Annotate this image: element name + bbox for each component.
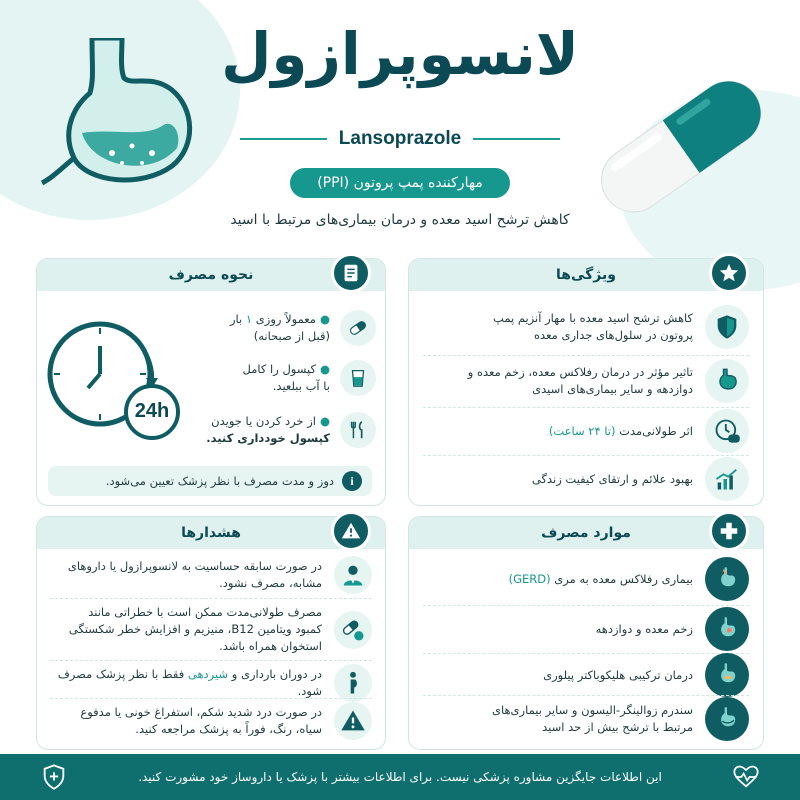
warning-icon <box>334 702 372 740</box>
dosage-note-text: دوز و مدت مصرف با نظر پزشک تعیین می‌شود. <box>105 474 334 488</box>
indication-text: سندرم زوالینگر-الیسون و سایر بیماری‌های مرتبط با ترشح بیش از حد اسید <box>491 703 693 734</box>
divider <box>240 138 327 140</box>
usage-text-line: با آب ببلعید. <box>272 379 330 393</box>
heartbeat-icon <box>732 763 760 791</box>
divider <box>423 695 749 696</box>
indications-card <box>408 516 764 750</box>
divider <box>50 698 372 699</box>
star-icon <box>709 253 749 293</box>
feature-text-highlight: (تا ۲۴ ساعت) <box>548 423 616 438</box>
features-title: ویژگی‌ها <box>409 259 763 291</box>
warning-item <box>50 556 372 594</box>
divider <box>423 605 749 606</box>
shield-icon <box>705 305 749 349</box>
stomach-acid-icon <box>705 697 749 741</box>
cutlery-icon <box>340 412 376 448</box>
feature-item <box>423 409 749 453</box>
usage-item <box>206 310 376 346</box>
indication-item <box>423 697 749 741</box>
clock-24h-icon <box>705 409 749 453</box>
features-card <box>408 258 764 506</box>
shield-cross-icon <box>40 763 68 791</box>
indication-item <box>423 557 749 601</box>
feature-text: کاهش ترشح اسید معده با مهار آنزیم پمپ پروتون در سلول‌های جداری معده <box>493 311 693 342</box>
warning-text: مصرف طولانی‌مدت ممکن است با خطراتی مانند کمبود ویتامین B12، منیزیم و افزایش خطر شکستگی استخوان همراه باشد. <box>68 605 322 653</box>
warning-text <box>50 666 322 700</box>
medical-cross-icon <box>709 511 749 551</box>
clock-24h-label: 24h <box>134 400 170 422</box>
pregnant-icon <box>334 664 372 702</box>
warning-text-highlight: شیردهی <box>187 667 229 681</box>
warning-text: در صورت سابقه حساسیت به لانسوپرازول یا داروهای مشابه، مصرف نشود. <box>67 559 322 590</box>
capsule-icon <box>340 310 376 346</box>
warnings-title: هشدارها <box>37 517 385 549</box>
footer-disclaimer <box>0 754 800 800</box>
indication-text-highlight: (GERD) <box>508 571 551 586</box>
feature-text: تاثیر مؤثر در درمان رفلاکس معده، زخم معده و دوازدهه و سایر بیماری‌های اسیدی <box>467 365 693 396</box>
indication-item <box>423 653 749 697</box>
feature-item <box>423 305 749 349</box>
divider <box>473 138 560 140</box>
info-icon: i <box>342 471 362 491</box>
capsule-illustration <box>580 60 780 230</box>
water-glass-icon <box>340 360 376 396</box>
usage-title: نحوه مصرف <box>37 259 385 291</box>
english-title-row <box>240 128 560 150</box>
stomach-illustration <box>32 38 212 198</box>
usage-text-line: از خرد کردن یا جویدن <box>211 414 316 428</box>
stomach-icon <box>705 359 749 403</box>
usage-text-line: (قبل از صبحانه) <box>253 329 330 343</box>
page-title: لانسوپرازول <box>221 20 579 88</box>
stomach-esophagus-icon <box>705 557 749 601</box>
warning-item <box>50 702 372 740</box>
footer-text: این اطلاعات جایگزین مشاوره پزشکی نیست. برای اطلاعات بیشتر با پزشک یا داروساز خود مشورت کنید. <box>138 770 662 784</box>
h-pylori-icon <box>705 653 749 697</box>
usage-text-highlight: ۱ <box>245 312 253 326</box>
indication-text: زخم معده و دوازدهه <box>595 621 693 636</box>
feature-item <box>423 359 749 403</box>
usage-item <box>206 360 376 396</box>
stomach-ulcer-icon <box>705 607 749 651</box>
drug-class-badge: مهارکننده پمپ پروتون (PPI) <box>290 168 510 198</box>
warning-text-main: فقط با نظر پزشک مصرف شود. <box>57 667 322 698</box>
warning-triangle-icon <box>331 511 371 551</box>
feature-text: بهبود علائم و ارتقای کیفیت زندگی <box>531 471 693 486</box>
clock-24h-illustration <box>40 312 190 462</box>
indication-text <box>509 571 693 588</box>
indication-text-main: بیماری رفلاکس معده به مری <box>554 571 693 586</box>
warning-item <box>50 604 372 655</box>
usage-text: ●معمولاً روزی ۱ بار (قبل از صبحانه) <box>230 312 330 343</box>
feature-text <box>549 423 693 440</box>
checklist-icon <box>331 253 371 293</box>
feature-text-main: اثر طولانی‌مدت <box>619 423 693 438</box>
indication-item <box>423 607 749 651</box>
dosage-note <box>48 466 372 496</box>
usage-text-line: کپسول خودداری کنید. <box>206 431 330 445</box>
subtitle: کاهش ترشح اسید معده و درمان بیماری‌های مرتبط با اسید <box>230 212 570 228</box>
pills-icon <box>334 611 372 649</box>
divider <box>423 355 749 356</box>
usage-text-line: کپسول را کامل <box>242 362 316 376</box>
indications-title: موارد مصرف <box>409 517 763 549</box>
usage-text: ●کپسول را کامل با آب ببلعید. <box>242 362 330 393</box>
usage-text-line: معمولاً روزی <box>255 312 316 326</box>
doctor-icon <box>334 556 372 594</box>
divider <box>50 598 372 599</box>
divider <box>50 660 372 661</box>
warning-text-main: در دوران بارداری و <box>231 667 322 681</box>
divider <box>423 407 749 408</box>
warning-item <box>50 664 372 702</box>
usage-text: ●از خرد کردن یا جویدن کپسول خودداری کنید. <box>206 414 330 445</box>
feature-item <box>423 457 749 501</box>
divider <box>423 455 749 456</box>
growth-chart-icon <box>705 457 749 501</box>
usage-item <box>206 412 376 448</box>
usage-text-line: بار <box>230 312 243 326</box>
warning-text: در صورت درد شدید شکم، استفراغ خونی یا مدفوع سیاه، رنگ، فوراً به پزشک مراجعه کنید. <box>80 705 322 736</box>
indication-text: درمان ترکیبی هلیکوباکتر پیلوری <box>543 667 693 682</box>
english-title: Lansoprazole <box>338 128 462 149</box>
